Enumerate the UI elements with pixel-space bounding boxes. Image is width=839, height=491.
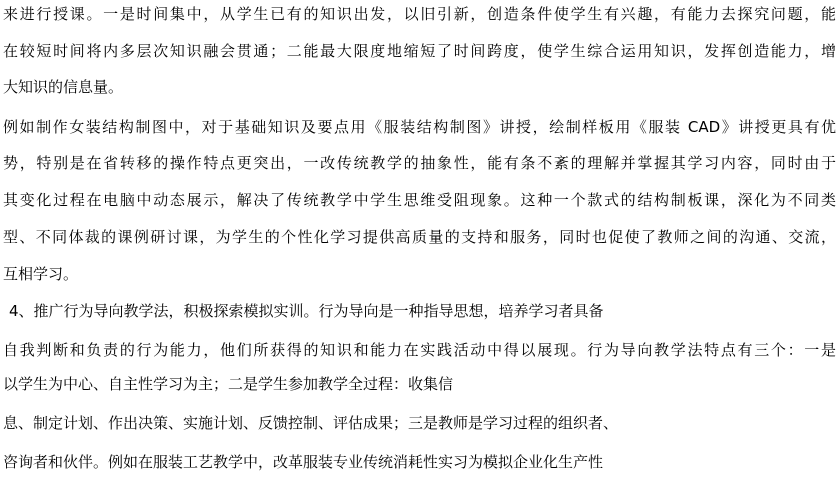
paragraph-2-line-2: 势，特别是在省转移的操作特点更突出，一改传统教学的抽象性，能有条不紊的理解并掌握其学习内容，同时由于 <box>3 154 836 172</box>
paragraph-3-line-5: 咨询者和伙伴。例如在服装工艺教学中，改革服装专业传统消耗性实习为模拟企业化生产性 <box>3 453 604 471</box>
paragraph-3-line-1: 4、推广行为导向教学法，积极探索模拟实训。行为导向是一种指导思想，培养学习者具备 <box>9 302 604 320</box>
paragraph-1-line-2: 在较短时间将内多层次知识融会贯通；二能最大限度地缩短了时间跨度，使学生综合运用知识，发挥创造能力，增 <box>3 42 836 60</box>
paragraph-3-line-3: 以学生为中心、自主性学习为主；二是学生参加教学全过程：收集信 <box>3 375 454 393</box>
paragraph-3-line-4: 息、制定计划、作出决策、实施计划、反馈控制、评估成果；三是教师是学习过程的组织者、 <box>3 414 619 432</box>
paragraph-2-line-5: 互相学习。 <box>3 265 79 283</box>
paragraph-1-line-3: 大知识的信息量。 <box>3 78 124 96</box>
paragraph-2-line-3: 其变化过程在电脑中动态展示，解决了传统教学中学生思维受阻现象。这种一个款式的结构制板课，深化为不同类 <box>3 191 836 209</box>
paragraph-2-line-4: 型、不同体裁的课例研讨课，为学生的个性化学习提供高质量的支持和服务，同时也促使了教师之间的沟通、交流， <box>3 228 836 246</box>
paragraph-3-line-2: 自我判断和负责的行为能力，他们所获得的知识和能力在实践活动中得以展现。行为导向教学法特点有三个：一是 <box>3 341 836 359</box>
paragraph-2-line-1: 例如制作女装结构制图中，对于基础知识及要点用《服装结构制图》讲授，绘制样板用《服装 CAD》讲授更具有优 <box>3 118 836 136</box>
paragraph-1-line-1: 来进行授课。一是时间集中，从学生已有的知识出发，以旧引新，创造条件使学生有兴趣，有能力去探究问题，能 <box>3 5 836 23</box>
